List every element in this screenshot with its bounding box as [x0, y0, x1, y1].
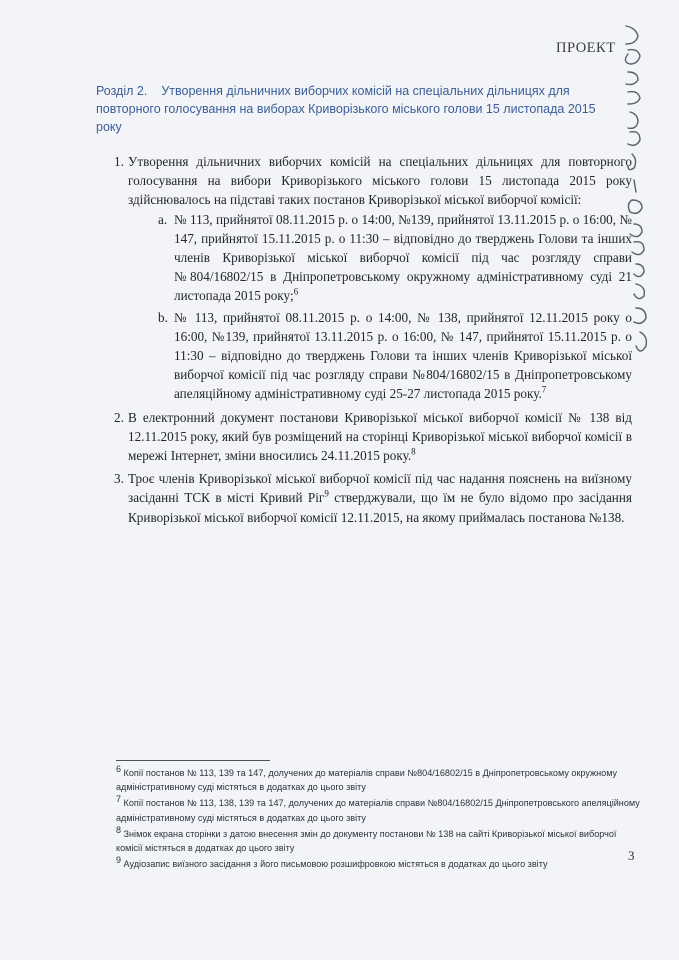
list-item-text: Троє членів Криворізької міської виборчої комісії під час надання пояснень на виїзному засіданні ТСК в місті Кривий Ріг — [128, 471, 632, 506]
footnote-ref[interactable]: 6 — [293, 287, 299, 298]
footnote-text: Аудіозапис виїзного засідання з його письмовою розшифровкою містяться в додатках до цього звіту — [123, 859, 548, 870]
list-item-marker: 2. — [114, 409, 124, 425]
sub-item-text: № 113, прийнятої 08.11.2015 р. о 14:00, № 138, прийнятої 12.11.2015 року о 16:00, №139, прийнятої 13.11.2015 р. о 16:00, № 147, прийнятої 15.11.2015 р. о 11:30 – відповідно до тверджень Голови та інших членів Криворізької міської виборчої комісії під час розгляду справи №804/16802/15 в Дніпропетровському апеляційному адміністративному суді 25-27 листопада 2015 року. — [174, 309, 632, 402]
list-item-text: Утворення дільничних виборчих комісій на спеціальних дільницях для повторного голосування на вибори Криворізького міського голови 15 листопада 2015 року здійснювалось на підставі таких постанов Криворізької міської виборчої комісії: — [128, 154, 632, 208]
footnote — [116, 824, 642, 855]
section-number: Розділ 2. — [96, 84, 148, 98]
footnote-separator — [116, 760, 270, 761]
sub-list — [128, 210, 632, 404]
list-item — [80, 408, 632, 466]
section-heading — [96, 82, 624, 136]
footnotes — [116, 763, 642, 873]
sub-item-marker: b. — [158, 309, 168, 325]
footnote-ref[interactable]: 8 — [411, 446, 416, 457]
list-item-text-cont: стверджували, що їм не було відомо про засідання Криворізької міської виборчої комісії 12.11.2015, на якому приймалась постанова №138. — [128, 490, 632, 525]
footnote — [116, 857, 642, 871]
footnote-number: 8 — [116, 824, 122, 835]
footnote-number: 9 — [116, 855, 122, 866]
section-title: Утворення дільничних виборчих комісій на спеціальних дільницях для повторного голосування на виборах Криворізького міського голови 15 листопада 2015 року — [96, 84, 596, 134]
footnote — [116, 763, 642, 794]
sub-list-item — [128, 210, 632, 306]
footnote-text: Знімок екрана сторінки з датою внесення змін до документу постанови № 138 на сайті Криворізької міської виборчої комісії містяться в додатках до цього звіту — [116, 828, 617, 854]
page-number: 3 — [628, 848, 635, 863]
list-item — [80, 152, 632, 404]
footnote — [116, 796, 642, 824]
footnote-text: Копії постанов № 113, 138, 139 та 147, долучених до матеріалів справи №804/16802/15 Дніпропетровського апеляційному адміністративному суді містяться в додатках до цього звіту — [116, 798, 640, 823]
sub-item-marker: a. — [158, 211, 168, 227]
list-item — [80, 469, 632, 527]
findings-list — [80, 152, 632, 531]
list-item-text: В електронний документ постанови Криворізької міської виборчої комісії № 138 від 12.11.2015 року, який був розміщений на сторінці Криворізької міської виборчої комісії в мережі Інтернет, зміни вносились 24.11.2015 року. — [128, 409, 632, 464]
sub-item-text: № 113, прийнятої 08.11.2015 р. о 14:00, №139, прийнятої 13.11.2015 р. о 16:00, № 147, прийнятої 15.11.2015 р. о 11:30 – відповідно до тверджень Голови та інших членів Криворізької міської виборчої комісії під час розгляду справи №804/16802/15 в Дніпропетровському окружному адміністративному суді 21 листопада 2015 року; — [174, 211, 632, 304]
sub-list-item — [128, 308, 632, 404]
footnote-ref[interactable]: 7 — [541, 385, 547, 396]
footnote-text: Копії постанов № 113, 139 та 147, долучених до матеріалів справи №804/16802/15 в Дніпропетровському окружному адміністративному суді містяться в додатках до цього звіту — [116, 768, 618, 793]
list-item-marker: 3. — [114, 471, 124, 487]
footnote-number: 6 — [116, 763, 122, 774]
footnote-ref[interactable]: 9 — [324, 489, 329, 500]
draft-label: ПРОЕКТ — [556, 40, 616, 56]
footnote-number: 7 — [116, 794, 122, 805]
list-item-marker: 1. — [114, 154, 124, 169]
